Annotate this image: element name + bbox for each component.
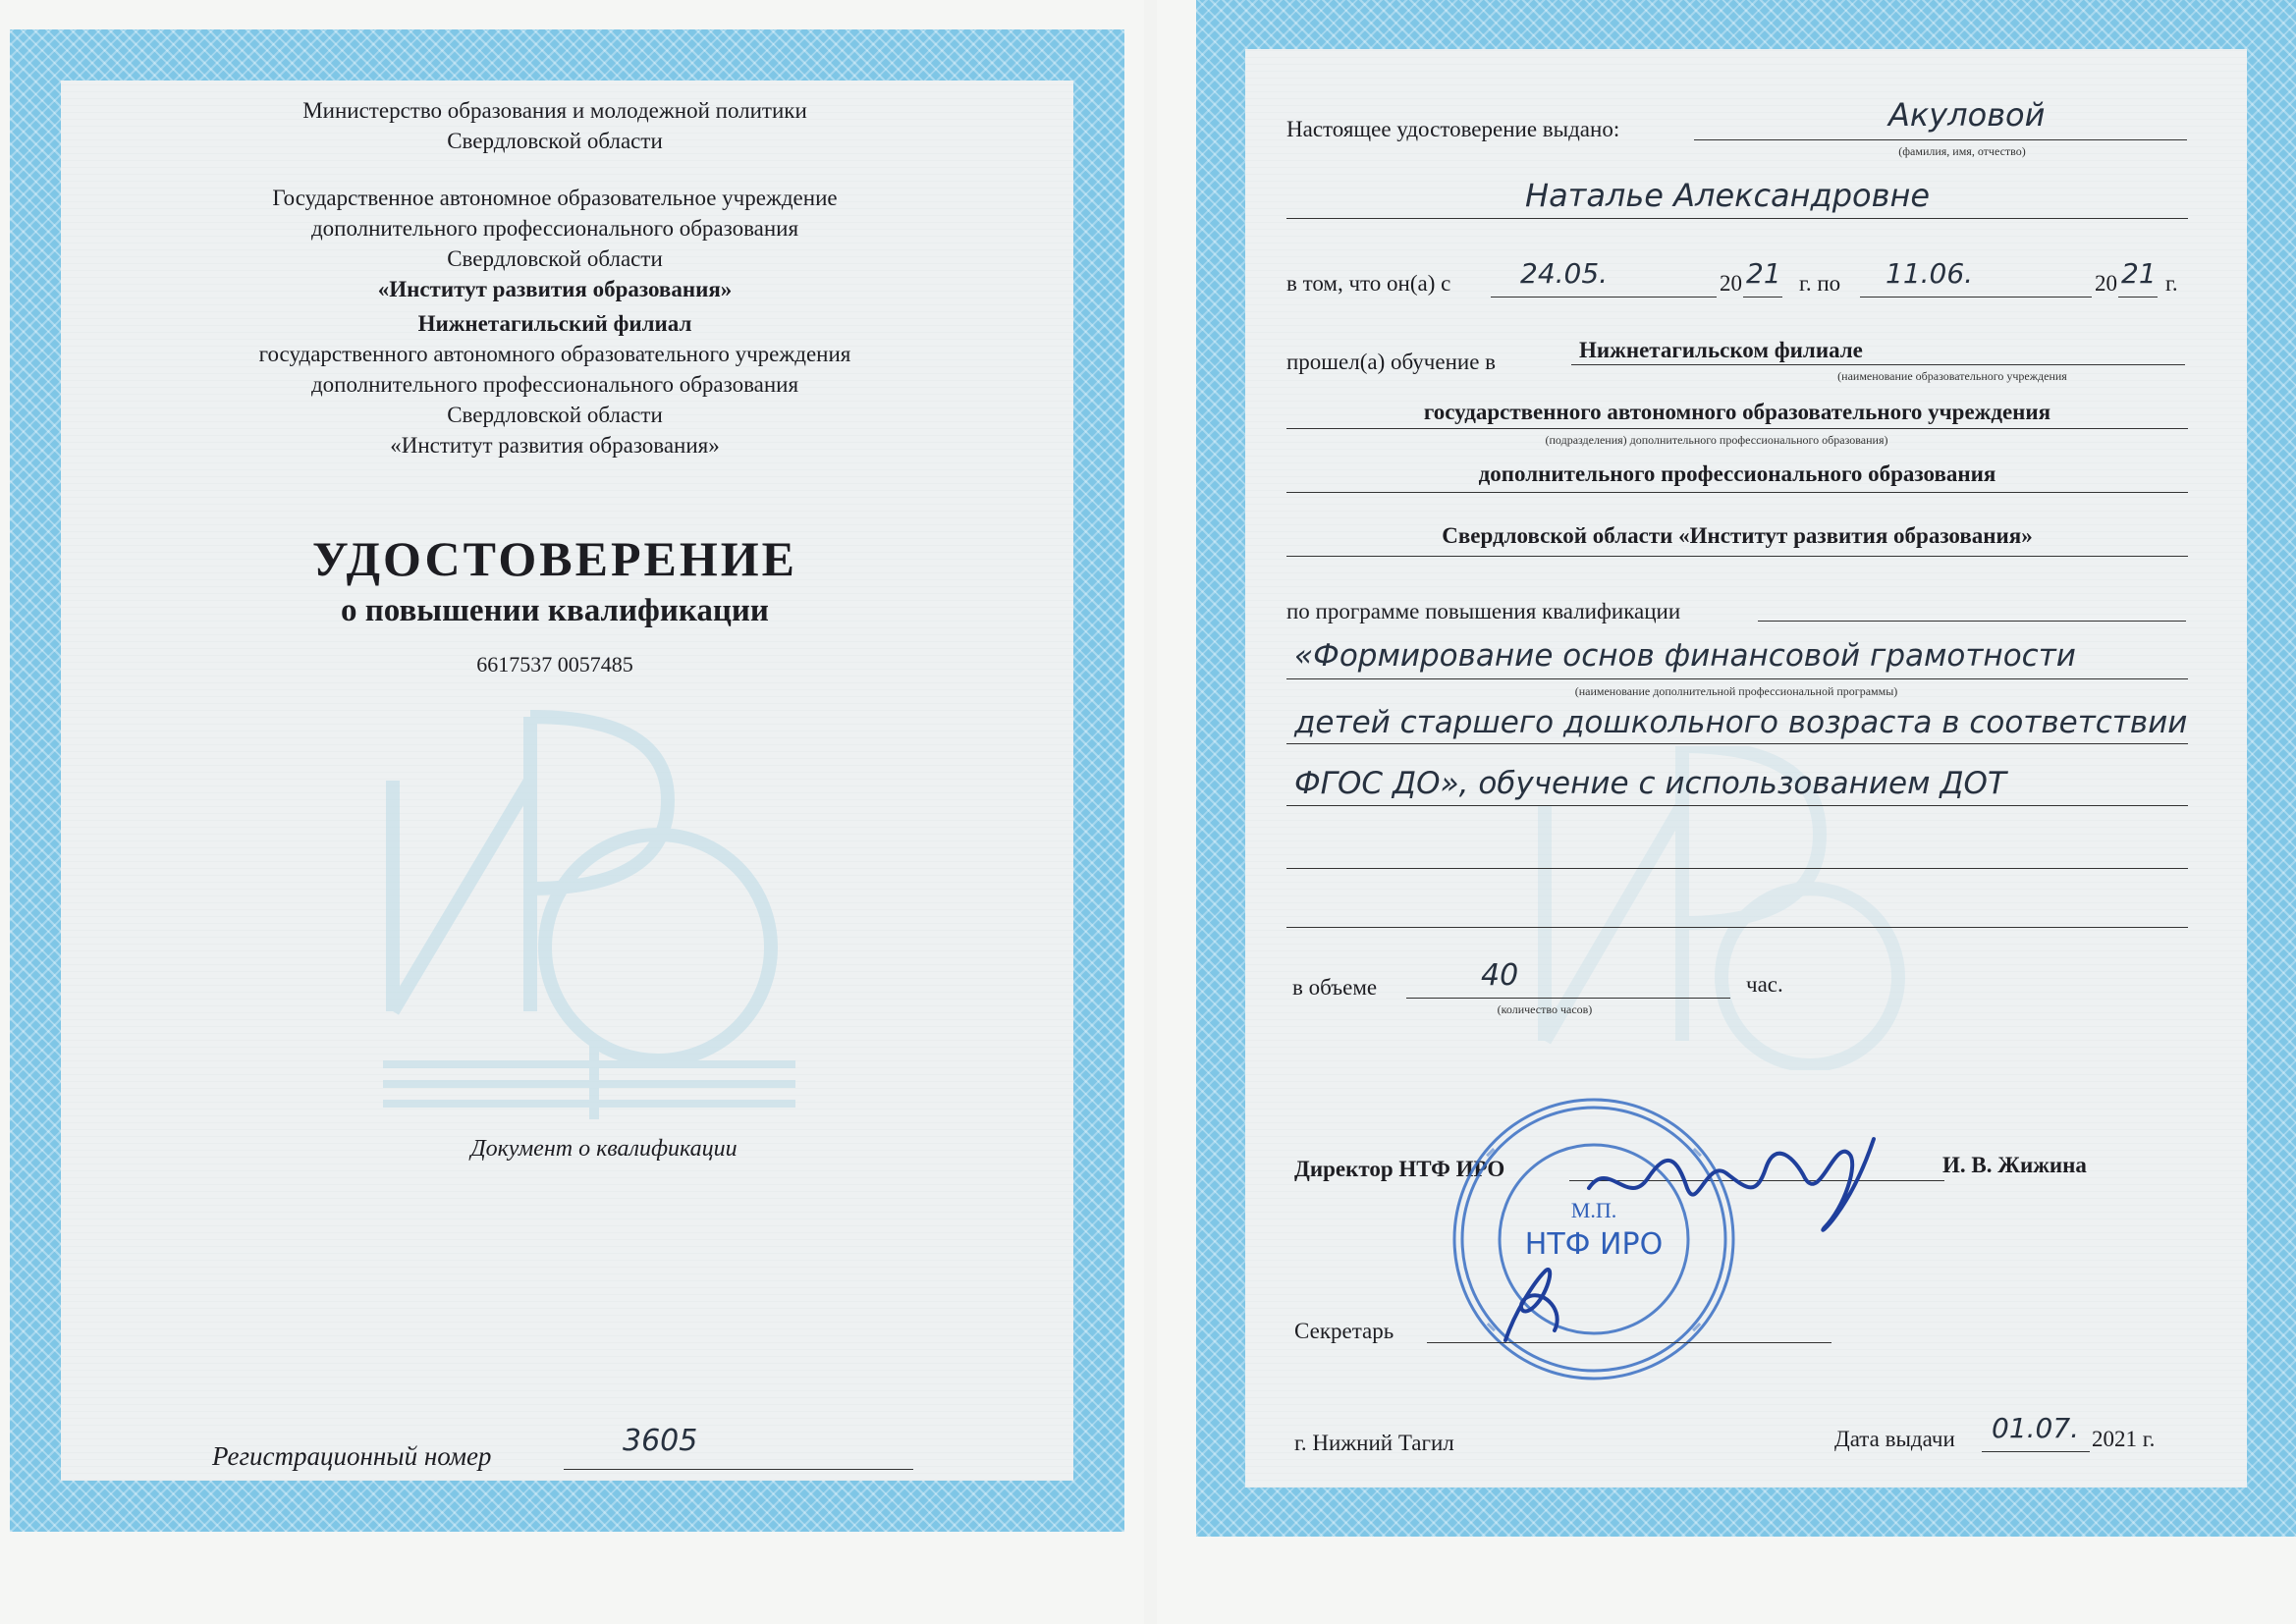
branch-line-3: Свердловской области: [447, 403, 663, 427]
org-line-1: Нижнетагильском филиале: [1579, 338, 1863, 362]
ministry-line-1: Министерство образования и молодежной политики: [302, 98, 807, 123]
org-line-4: Свердловской области «Институт развития образования»: [1442, 523, 2033, 548]
hours-caption: (количество часов): [1497, 1002, 1593, 1016]
stamp-mp-label: М.П.: [1570, 1198, 1617, 1222]
org-line-3-rule: [1286, 492, 2188, 493]
year-to-prefix: 20: [2095, 271, 2117, 296]
program-line-4-rule: [1286, 868, 2188, 869]
date-from-line: [1491, 297, 1717, 298]
recipient-given-names: Наталье Александровне: [1525, 177, 1931, 214]
org-line-2: государственного автономного образовательного учреждения: [1423, 400, 2051, 424]
issued-to-line: [1694, 139, 2187, 140]
branch-line-2: дополнительного профессионального образования: [310, 372, 799, 397]
org-line-4-rule: [1286, 556, 2188, 557]
program-label: по программе повышения квалификации: [1286, 599, 1681, 623]
program-line-5-rule: [1286, 927, 2188, 928]
issue-date-value: 01.07.: [1992, 1412, 2080, 1444]
program-line-2-rule: [1286, 743, 2188, 744]
document-subtitle: о повышении квалификации: [341, 593, 769, 628]
program-line-3-rule: [1286, 805, 2188, 806]
issue-date-label: Дата выдачи: [1834, 1427, 1955, 1451]
certificate-cover-page: [0, 0, 1144, 1624]
branch-line-1: государственного автономного образовательного учреждения: [258, 342, 851, 366]
iro-watermark-logo: [373, 687, 805, 1129]
period-label: в том, что он(а) с: [1286, 271, 1451, 296]
volume-label: в объеме: [1292, 975, 1378, 1000]
branch-title: Нижнетагильский филиал: [417, 311, 692, 336]
issued-to-label: Настоящее удостоверение выдано:: [1286, 117, 1620, 141]
org-caption-2: (подразделения) дополнительного профессионального образования): [1545, 433, 1888, 447]
registration-number-label: Регистрационный номер: [212, 1441, 492, 1471]
period-to-label: г. по: [1799, 271, 1841, 296]
trained-at-label: прошел(а) обучение в: [1286, 350, 1497, 374]
ministry-line-2: Свердловской области: [447, 129, 663, 153]
hours-line: [1406, 998, 1730, 999]
registration-number-value: 3605: [623, 1424, 698, 1458]
branch-block: [167, 308, 943, 460]
ministry-block: [167, 95, 943, 156]
director-signature: [1579, 1119, 1903, 1257]
document-number: 6617537 0057485: [476, 652, 633, 677]
given-names-line: [1286, 218, 2188, 219]
org-line-3: дополнительного профессионального образования: [1478, 461, 1996, 486]
institution-block: [167, 183, 943, 304]
issue-year: 2021 г.: [2092, 1427, 2156, 1451]
issue-date-line: [1982, 1451, 2090, 1452]
year-from-prefix: 20: [1720, 271, 1742, 296]
year-from-value: 21: [1746, 257, 1781, 290]
issue-city: г. Нижний Тагил: [1294, 1431, 1454, 1455]
hours-unit: час.: [1746, 972, 1783, 997]
program-line-1-rule: [1286, 678, 2188, 679]
program-line-1: «Формирование основ финансовой грамотности: [1294, 638, 2076, 674]
year-to-line: [2118, 297, 2158, 298]
date-to-value: 11.06.: [1886, 257, 1974, 290]
institution-name: «Институт развития образования»: [377, 277, 733, 301]
director-name: И. В. Жижина: [1942, 1153, 2087, 1177]
year-to-value: 21: [2121, 257, 2157, 290]
registration-number-line: [564, 1469, 913, 1470]
branch-line-4: «Институт развития образования»: [390, 433, 720, 458]
secretary-signature: [1486, 1262, 1574, 1350]
director-label: Директор НТФ ИРО: [1294, 1157, 1505, 1181]
date-from-value: 24.05.: [1520, 257, 1609, 290]
institution-line-2: дополнительного профессионального образования: [310, 216, 799, 241]
institution-line-3: Свердловской области: [447, 246, 663, 271]
org-caption-1: (наименование образовательного учреждения: [1837, 369, 2067, 383]
program-caption: (наименование дополнительной профессиональной программы): [1574, 684, 1898, 698]
institution-line-1: Государственное автономное образовательное учреждение: [272, 186, 838, 210]
certificate-details-page: [1157, 0, 2296, 1624]
org-line-2-rule: [1286, 428, 2188, 429]
document-caption: Документ о квалификации: [470, 1136, 738, 1162]
recipient-surname: Акуловой: [1888, 96, 2046, 134]
name-caption: (фамилия, имя, отчество): [1898, 144, 2026, 158]
org-line-1-rule: [1571, 364, 2185, 365]
program-line-3: ФГОС ДО», обучение с использованием ДОТ: [1294, 766, 2006, 801]
program-line-2: детей старшего дошкольного возраста в соответствии: [1294, 705, 2188, 740]
stamp-center-text: НТФ ИРО: [1524, 1227, 1664, 1262]
document-title: УДОСТОВЕРЕНИЕ: [312, 531, 797, 586]
date-to-line: [1860, 297, 2092, 298]
hours-value: 40: [1481, 958, 1519, 993]
year-from-line: [1743, 297, 1782, 298]
period-year-unit: г.: [2165, 271, 2178, 296]
secretary-label: Секретарь: [1294, 1319, 1394, 1343]
program-label-line: [1758, 621, 2186, 622]
